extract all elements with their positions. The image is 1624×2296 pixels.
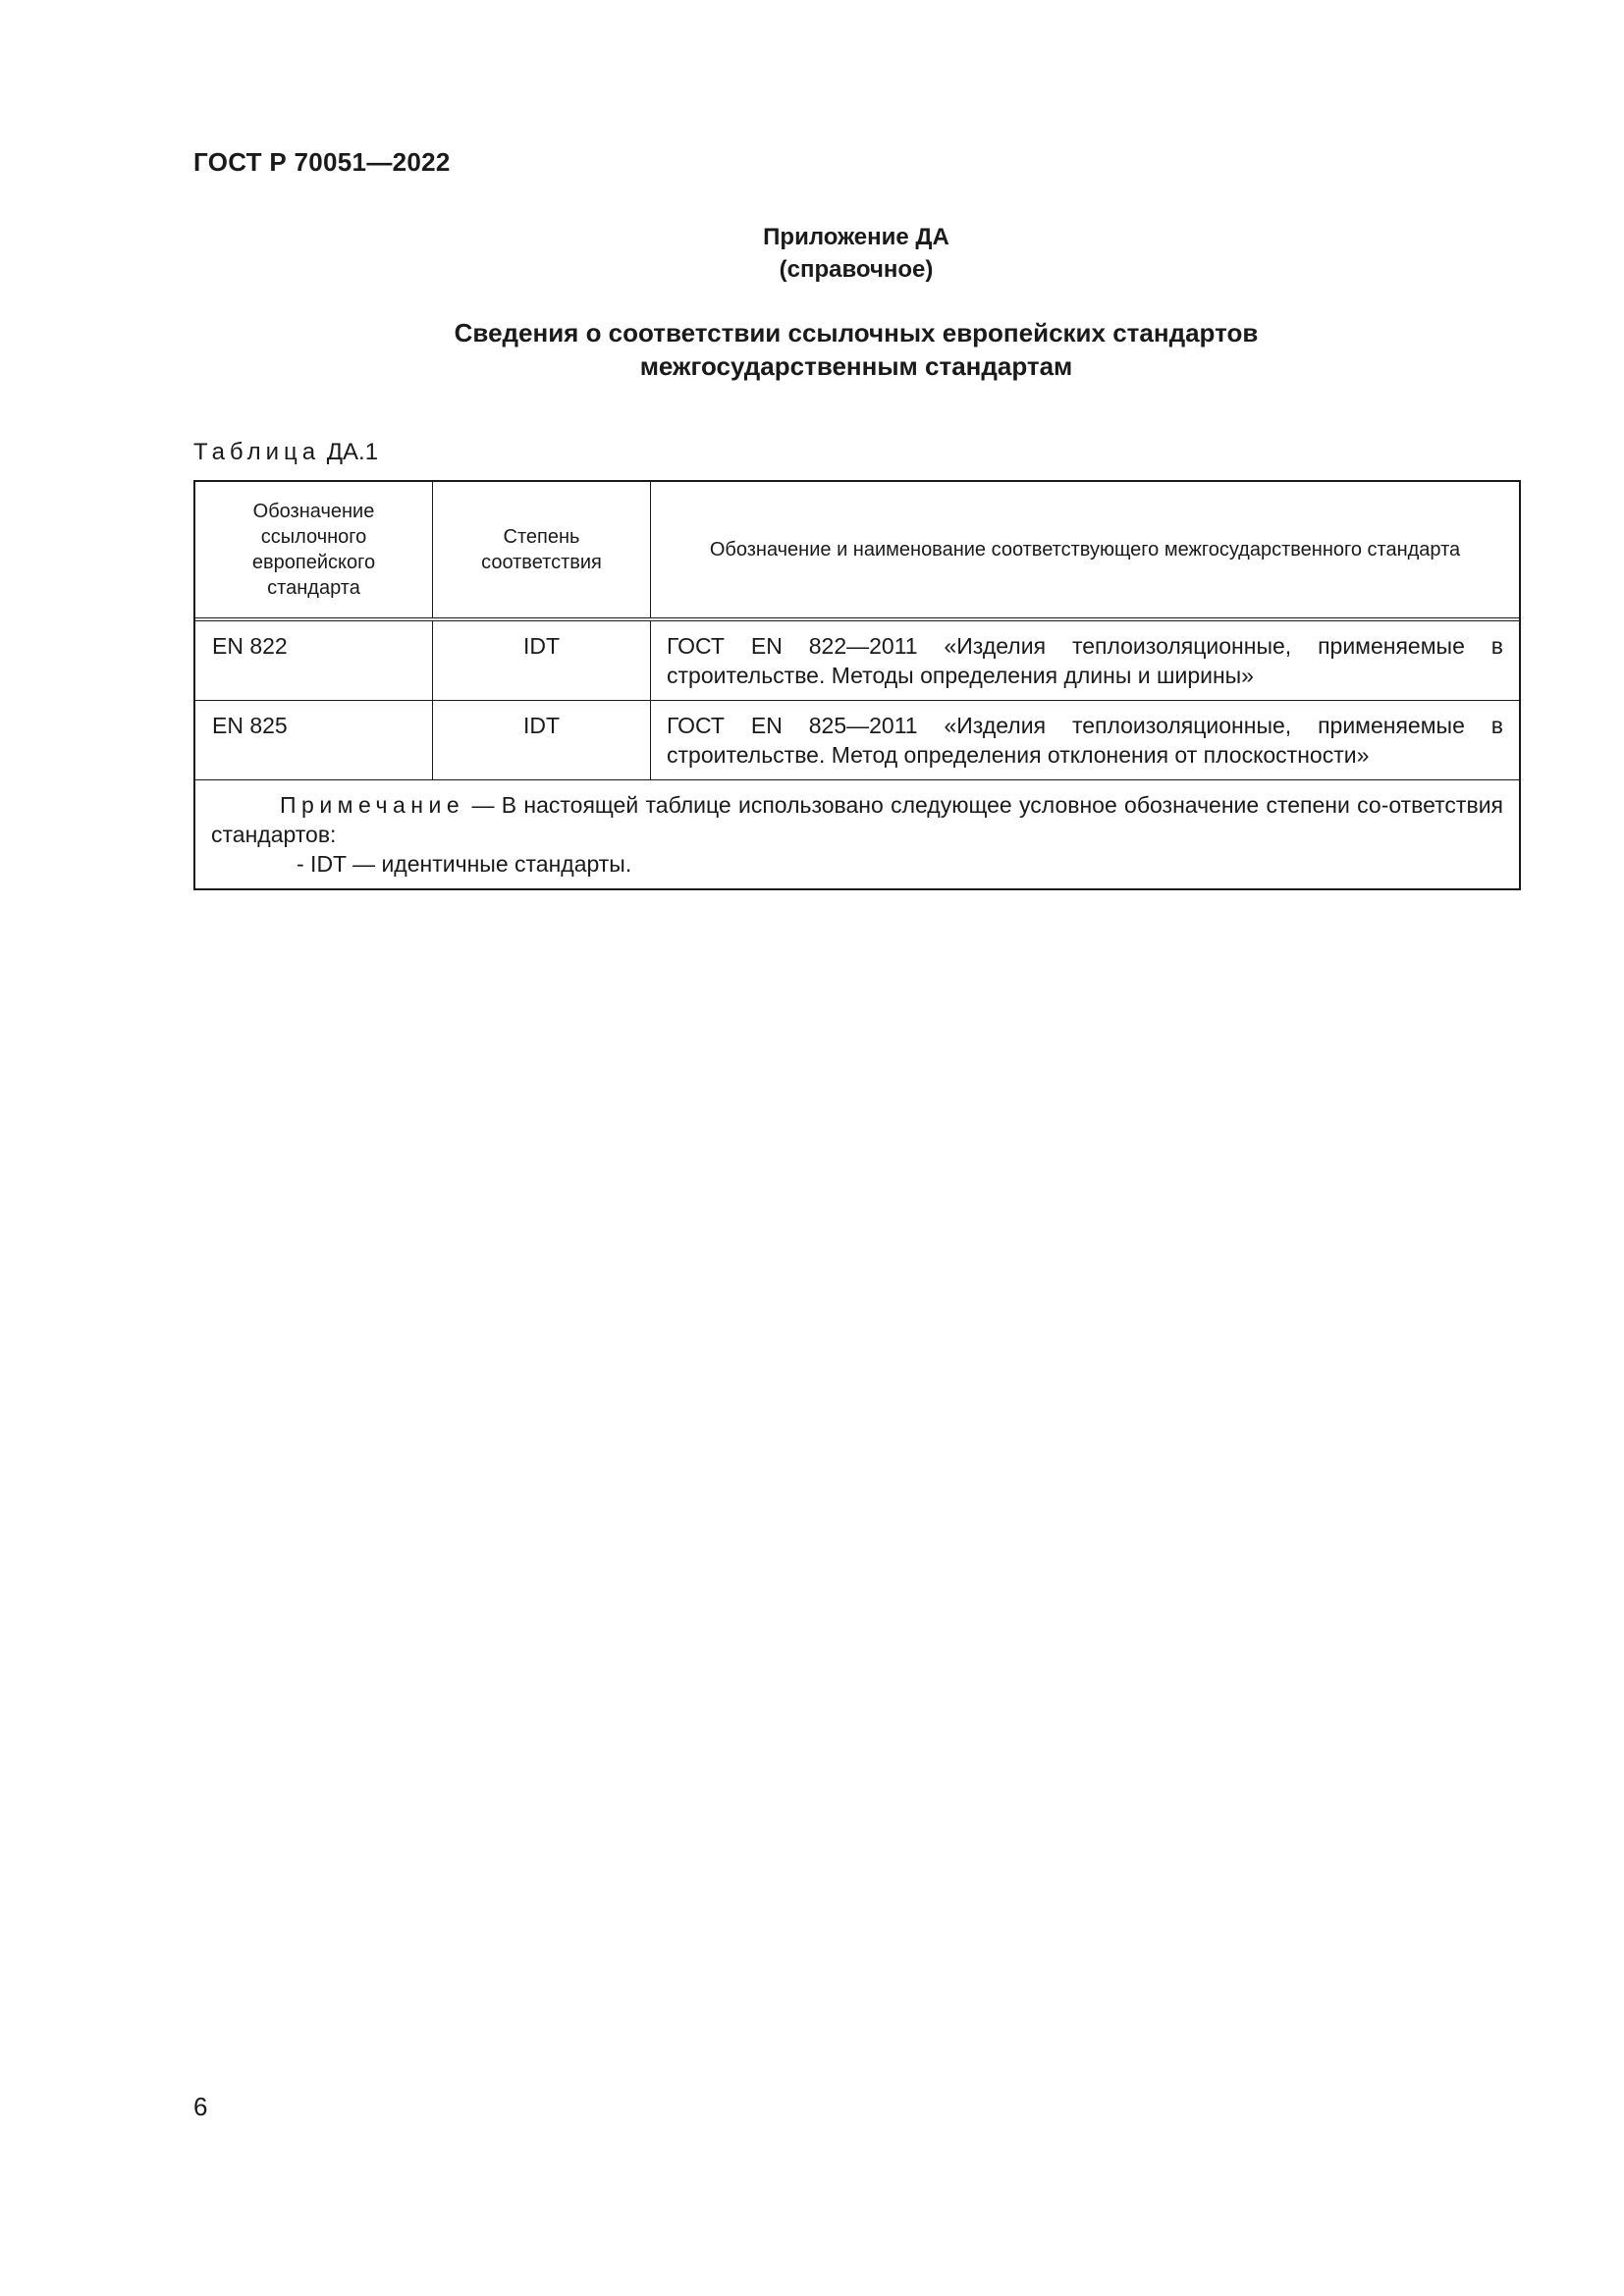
table-caption [193,439,378,466]
standards-correspondence-table [193,480,1521,890]
table-row [195,701,1519,780]
table-caption-number: ДА.1 [326,439,379,465]
section-heading [0,316,1624,383]
annex-title: Приложение ДА [763,224,949,250]
cell-reference-standard: EN 825 [195,701,433,779]
section-heading-line-1: Сведения о соответствии ссылочных европейских стандартов [454,318,1259,347]
annex-kind: (справочное) [779,256,934,283]
table-row [195,621,1519,701]
cell-reference-standard: EN 822 [195,621,433,700]
table-note [195,780,1519,888]
cell-interstate-standard-line-1: ГОСТ EN 822—2011 «Изделия теплоизоляционные, применяемые в [667,633,1503,659]
section-heading-line-2: межгосударственным стандартам [639,351,1073,381]
note-text: — В настоящей таблице использовано следующее условное обозначение степени со-ответствия стандартов: [211,792,1503,847]
table-header-row [195,482,1519,621]
document-designation: ГОСТ Р 70051—2022 [193,147,451,177]
cell-interstate-standard [651,621,1519,700]
cell-interstate-standard-line-2: строительстве. Методы определения длины и ширины» [667,663,1254,688]
cell-interstate-standard-line-2: строительстве. Метод определения отклонения от плоскостности» [667,742,1370,768]
page-number: 6 [193,2092,208,2121]
column-header-interstate-standard: Обозначение и наименование соответствующего межгосударственного стандарта [709,539,1461,561]
table-caption-label: Таблица [193,439,321,465]
column-header-reference-standard: Обозначение ссылочного европейского стандарта [195,482,433,617]
cell-interstate-standard-line-1: ГОСТ EN 825—2011 «Изделия теплоизоляционные, применяемые в [667,713,1503,738]
note-list-item: - IDT — идентичные стандарты. [297,851,632,877]
cell-degree: IDT [433,621,651,700]
note-label: Примечание [280,792,465,818]
cell-interstate-standard [651,701,1519,779]
cell-degree: IDT [433,701,651,779]
column-header-degree: Степень соответствия [433,482,651,617]
